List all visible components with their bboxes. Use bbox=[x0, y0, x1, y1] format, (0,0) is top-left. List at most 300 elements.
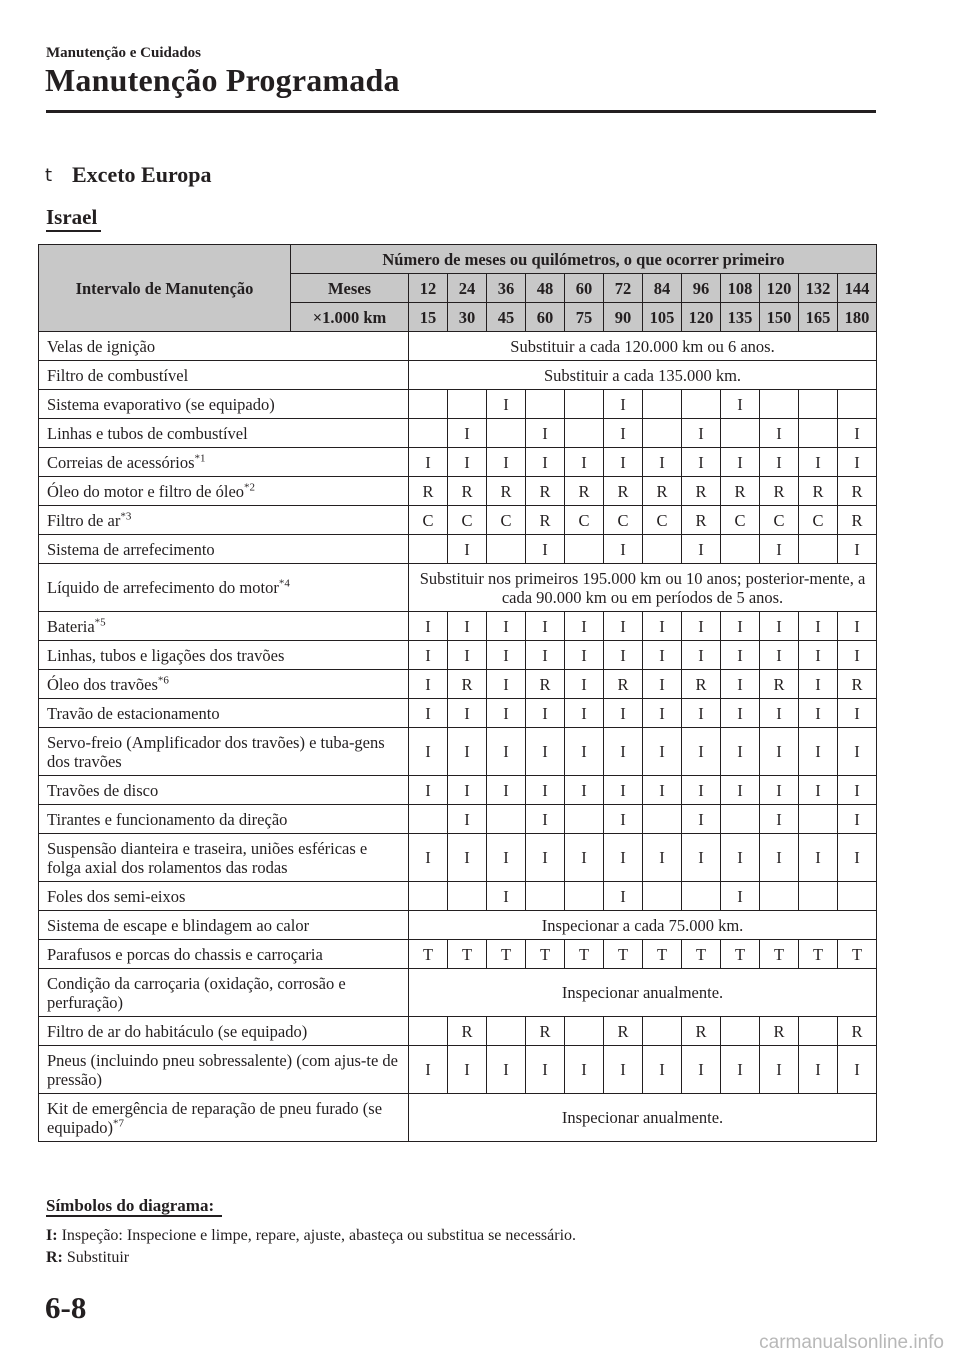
schedule-cell: I bbox=[760, 728, 799, 776]
schedule-cell: I bbox=[448, 776, 487, 805]
schedule-cell bbox=[643, 805, 682, 834]
footnote-mark: *2 bbox=[244, 481, 256, 493]
schedule-cell: I bbox=[760, 1046, 799, 1094]
schedule-cell: R bbox=[682, 477, 721, 506]
schedule-cell bbox=[409, 1017, 448, 1046]
schedule-cell: C bbox=[487, 506, 526, 535]
table-row bbox=[39, 535, 877, 564]
km-label: ×1.000 km bbox=[291, 303, 409, 332]
footnote-mark: *7 bbox=[112, 1117, 124, 1129]
schedule-cell: R bbox=[565, 477, 604, 506]
legend-key: R: bbox=[46, 1249, 63, 1266]
schedule-cell: I bbox=[526, 1046, 565, 1094]
schedule-cell: R bbox=[448, 477, 487, 506]
schedule-cell: R bbox=[682, 1017, 721, 1046]
schedule-cell bbox=[526, 390, 565, 419]
km-header: 75 bbox=[565, 303, 604, 332]
item-label: Linhas, tubos e ligações dos travões bbox=[47, 645, 285, 665]
row-item-name bbox=[39, 612, 409, 641]
schedule-cell: T bbox=[760, 940, 799, 969]
schedule-cell: I bbox=[448, 728, 487, 776]
row-item-name bbox=[39, 564, 409, 612]
schedule-cell: I bbox=[409, 776, 448, 805]
schedule-cell: R bbox=[643, 477, 682, 506]
table-body bbox=[39, 332, 877, 1142]
schedule-cell: I bbox=[604, 448, 643, 477]
item-label: Foles dos semi-eixos bbox=[47, 886, 186, 906]
schedule-cell: I bbox=[721, 834, 760, 882]
schedule-cell: I bbox=[487, 641, 526, 670]
schedule-cell: I bbox=[799, 699, 838, 728]
group-header: Número de meses ou quilómetros, o que ocorrer primeiro bbox=[291, 245, 877, 274]
schedule-cell bbox=[643, 1017, 682, 1046]
table-row bbox=[39, 419, 877, 448]
km-header: 165 bbox=[799, 303, 838, 332]
schedule-cell: T bbox=[604, 940, 643, 969]
title-rule bbox=[46, 110, 876, 113]
month-header: 24 bbox=[448, 274, 487, 303]
month-header: 12 bbox=[409, 274, 448, 303]
schedule-cell: C bbox=[643, 506, 682, 535]
schedule-cell: I bbox=[448, 805, 487, 834]
row-item-name bbox=[39, 699, 409, 728]
schedule-cell: C bbox=[760, 506, 799, 535]
schedule-cell: I bbox=[643, 612, 682, 641]
table-row bbox=[39, 332, 877, 361]
schedule-cell: T bbox=[487, 940, 526, 969]
schedule-cell bbox=[799, 390, 838, 419]
month-header: 96 bbox=[682, 274, 721, 303]
schedule-cell: I bbox=[799, 776, 838, 805]
row-item-name bbox=[39, 776, 409, 805]
table-row bbox=[39, 969, 877, 1017]
table-row bbox=[39, 448, 877, 477]
bullet-icon: t bbox=[45, 165, 53, 186]
schedule-cell: I bbox=[526, 612, 565, 641]
schedule-cell: R bbox=[526, 477, 565, 506]
schedule-cell: R bbox=[682, 670, 721, 699]
km-header: 180 bbox=[838, 303, 877, 332]
schedule-cell: I bbox=[409, 834, 448, 882]
schedule-cell: I bbox=[721, 641, 760, 670]
row-instruction: Substituir nos primeiros 195.000 km ou 10 anos; posterior-mente, a cada 90.000 km ou em períodos de 5 anos. bbox=[409, 564, 877, 612]
schedule-cell: I bbox=[565, 670, 604, 699]
schedule-cell: I bbox=[487, 882, 526, 911]
table-header bbox=[39, 245, 877, 332]
legend-underline bbox=[46, 1215, 222, 1217]
schedule-cell: I bbox=[565, 448, 604, 477]
schedule-cell: I bbox=[643, 641, 682, 670]
item-label: Filtro de combustível bbox=[47, 365, 189, 385]
schedule-cell bbox=[487, 419, 526, 448]
row-item-name bbox=[39, 1094, 409, 1142]
schedule-cell bbox=[799, 1017, 838, 1046]
schedule-cell bbox=[721, 535, 760, 564]
schedule-cell: C bbox=[448, 506, 487, 535]
schedule-cell: I bbox=[760, 834, 799, 882]
table-row bbox=[39, 834, 877, 882]
schedule-cell: I bbox=[526, 535, 565, 564]
row-item-name bbox=[39, 911, 409, 940]
legend-text: Inspeção: Inspecione e limpe, repare, ajuste, abasteça ou substitua se necessário. bbox=[57, 1227, 577, 1244]
region-heading: Israel bbox=[46, 205, 98, 229]
legend-item-inspect bbox=[46, 1227, 576, 1245]
schedule-cell: I bbox=[721, 728, 760, 776]
schedule-cell: I bbox=[409, 641, 448, 670]
schedule-cell bbox=[565, 419, 604, 448]
maintenance-schedule-table bbox=[38, 244, 877, 1142]
item-label: Líquido de arrefecimento do motor bbox=[47, 578, 279, 597]
schedule-cell: I bbox=[682, 728, 721, 776]
schedule-cell: I bbox=[643, 776, 682, 805]
row-item-name bbox=[39, 477, 409, 506]
schedule-cell: I bbox=[682, 535, 721, 564]
schedule-cell: I bbox=[760, 699, 799, 728]
schedule-cell: I bbox=[799, 612, 838, 641]
item-label: Parafusos e porcas do chassis e carroçaria bbox=[47, 944, 323, 964]
row-item-name bbox=[39, 506, 409, 535]
schedule-cell: I bbox=[526, 699, 565, 728]
item-label: Travão de estacionamento bbox=[47, 703, 220, 723]
item-label: Travões de disco bbox=[47, 780, 159, 800]
item-label: Sistema de escape e blindagem ao calor bbox=[47, 915, 310, 935]
table-row bbox=[39, 699, 877, 728]
schedule-cell: I bbox=[448, 535, 487, 564]
schedule-cell: I bbox=[604, 834, 643, 882]
schedule-cell: I bbox=[838, 535, 877, 564]
row-item-name bbox=[39, 332, 409, 361]
row-item-name bbox=[39, 670, 409, 699]
schedule-cell: R bbox=[526, 506, 565, 535]
schedule-cell: R bbox=[526, 1017, 565, 1046]
schedule-cell: I bbox=[682, 1046, 721, 1094]
table-row bbox=[39, 1094, 877, 1142]
schedule-cell: I bbox=[487, 776, 526, 805]
schedule-cell bbox=[565, 805, 604, 834]
table-row bbox=[39, 940, 877, 969]
schedule-cell bbox=[448, 390, 487, 419]
table-row bbox=[39, 564, 877, 612]
km-header: 15 bbox=[409, 303, 448, 332]
schedule-cell: T bbox=[448, 940, 487, 969]
schedule-cell: I bbox=[721, 670, 760, 699]
schedule-cell: R bbox=[838, 506, 877, 535]
schedule-cell: R bbox=[604, 670, 643, 699]
schedule-cell: I bbox=[526, 834, 565, 882]
schedule-cell: R bbox=[448, 670, 487, 699]
row-item-name bbox=[39, 728, 409, 776]
schedule-cell: R bbox=[838, 477, 877, 506]
schedule-cell bbox=[526, 882, 565, 911]
subsection-title: Exceto Europa bbox=[72, 162, 212, 187]
row-instruction: Inspecionar a cada 75.000 km. bbox=[409, 911, 877, 940]
schedule-cell: I bbox=[682, 641, 721, 670]
schedule-cell: R bbox=[682, 506, 721, 535]
schedule-cell: I bbox=[604, 535, 643, 564]
schedule-cell: I bbox=[448, 1046, 487, 1094]
schedule-cell: I bbox=[604, 641, 643, 670]
schedule-cell: C bbox=[721, 506, 760, 535]
schedule-cell bbox=[409, 805, 448, 834]
month-header: 60 bbox=[565, 274, 604, 303]
km-header: 45 bbox=[487, 303, 526, 332]
table-row bbox=[39, 882, 877, 911]
month-header: 48 bbox=[526, 274, 565, 303]
schedule-cell bbox=[838, 882, 877, 911]
schedule-cell: R bbox=[838, 1017, 877, 1046]
table-row bbox=[39, 390, 877, 419]
schedule-cell: I bbox=[565, 776, 604, 805]
month-header: 132 bbox=[799, 274, 838, 303]
schedule-cell: I bbox=[487, 390, 526, 419]
footnote-mark: *1 bbox=[194, 452, 206, 464]
schedule-cell: T bbox=[682, 940, 721, 969]
item-label: Sistema de arrefecimento bbox=[47, 539, 215, 559]
item-label: Suspensão dianteira e traseira, uniões esféricas e folga axial dos rolamentos das rodas bbox=[47, 838, 368, 877]
schedule-cell: I bbox=[565, 699, 604, 728]
month-header: 120 bbox=[760, 274, 799, 303]
schedule-cell: I bbox=[643, 1046, 682, 1094]
schedule-cell: I bbox=[604, 776, 643, 805]
row-item-name bbox=[39, 361, 409, 390]
schedule-cell: I bbox=[682, 448, 721, 477]
schedule-cell: I bbox=[487, 699, 526, 728]
schedule-cell: I bbox=[604, 728, 643, 776]
schedule-cell bbox=[721, 419, 760, 448]
schedule-cell: C bbox=[604, 506, 643, 535]
schedule-cell: I bbox=[565, 1046, 604, 1094]
item-label: Pneus (incluindo pneu sobressalente) (com ajus-te de pressão) bbox=[47, 1050, 398, 1089]
schedule-cell: I bbox=[604, 390, 643, 419]
schedule-cell: T bbox=[643, 940, 682, 969]
km-header: 105 bbox=[643, 303, 682, 332]
schedule-cell: C bbox=[799, 506, 838, 535]
schedule-cell bbox=[565, 882, 604, 911]
schedule-cell: I bbox=[448, 699, 487, 728]
km-header: 135 bbox=[721, 303, 760, 332]
month-header: 84 bbox=[643, 274, 682, 303]
schedule-cell: I bbox=[409, 448, 448, 477]
schedule-cell bbox=[409, 882, 448, 911]
item-label: Servo-freio (Amplificador dos travões) e tuba-gens dos travões bbox=[47, 732, 385, 771]
schedule-cell: I bbox=[682, 612, 721, 641]
schedule-cell: I bbox=[838, 1046, 877, 1094]
schedule-cell: I bbox=[526, 728, 565, 776]
section-label: Manutenção e Cuidados bbox=[46, 45, 202, 61]
schedule-cell: I bbox=[838, 641, 877, 670]
schedule-cell: I bbox=[487, 1046, 526, 1094]
schedule-cell: I bbox=[721, 1046, 760, 1094]
table-row bbox=[39, 641, 877, 670]
row-item-name bbox=[39, 1017, 409, 1046]
schedule-cell: R bbox=[760, 670, 799, 699]
schedule-cell: I bbox=[526, 805, 565, 834]
schedule-cell bbox=[799, 882, 838, 911]
schedule-cell: I bbox=[526, 776, 565, 805]
row-item-name bbox=[39, 940, 409, 969]
schedule-cell bbox=[448, 882, 487, 911]
interval-header: Intervalo de Manutenção bbox=[39, 245, 291, 332]
schedule-cell: I bbox=[799, 728, 838, 776]
schedule-cell: I bbox=[799, 641, 838, 670]
schedule-cell: I bbox=[448, 419, 487, 448]
footnote-mark: *6 bbox=[157, 674, 169, 686]
schedule-cell: I bbox=[721, 390, 760, 419]
schedule-cell: I bbox=[565, 641, 604, 670]
schedule-cell: I bbox=[838, 728, 877, 776]
schedule-cell: I bbox=[799, 448, 838, 477]
schedule-cell bbox=[838, 390, 877, 419]
footnote-mark: *3 bbox=[120, 510, 132, 522]
schedule-cell: R bbox=[721, 477, 760, 506]
row-item-name bbox=[39, 882, 409, 911]
row-item-name bbox=[39, 805, 409, 834]
schedule-cell bbox=[682, 882, 721, 911]
schedule-cell bbox=[487, 1017, 526, 1046]
schedule-cell: I bbox=[838, 419, 877, 448]
schedule-cell bbox=[760, 882, 799, 911]
schedule-cell: I bbox=[682, 805, 721, 834]
row-item-name bbox=[39, 419, 409, 448]
table-row bbox=[39, 805, 877, 834]
schedule-cell: R bbox=[604, 477, 643, 506]
schedule-cell: I bbox=[409, 1046, 448, 1094]
schedule-cell: I bbox=[448, 612, 487, 641]
schedule-cell: I bbox=[682, 834, 721, 882]
schedule-cell bbox=[643, 882, 682, 911]
schedule-cell: I bbox=[643, 448, 682, 477]
schedule-cell: I bbox=[682, 776, 721, 805]
legend-title: Símbolos do diagrama: bbox=[46, 1196, 215, 1215]
schedule-cell: R bbox=[526, 670, 565, 699]
schedule-cell: R bbox=[838, 670, 877, 699]
schedule-cell: R bbox=[604, 1017, 643, 1046]
schedule-cell: I bbox=[760, 641, 799, 670]
item-label: Condição da carroçaria (oxidação, corrosão e perfuração) bbox=[47, 973, 346, 1012]
km-header: 150 bbox=[760, 303, 799, 332]
row-item-name bbox=[39, 969, 409, 1017]
schedule-cell: I bbox=[409, 699, 448, 728]
item-label: Correias de acessórios bbox=[47, 452, 195, 472]
row-instruction: Inspecionar anualmente. bbox=[409, 1094, 877, 1142]
table-row bbox=[39, 1017, 877, 1046]
item-label: Óleo dos travões bbox=[47, 674, 158, 694]
footnote-mark: *5 bbox=[94, 616, 106, 628]
item-label: Filtro de ar do habitáculo (se equipado) bbox=[47, 1021, 308, 1041]
legend-text: Substituir bbox=[62, 1249, 130, 1266]
schedule-cell: I bbox=[487, 612, 526, 641]
watermark: carmanualsonline.info bbox=[759, 1332, 944, 1353]
schedule-cell bbox=[565, 1017, 604, 1046]
row-item-name bbox=[39, 834, 409, 882]
table-row bbox=[39, 911, 877, 940]
schedule-cell: I bbox=[448, 641, 487, 670]
page-number: 6-8 bbox=[45, 1290, 87, 1325]
schedule-cell: I bbox=[526, 419, 565, 448]
schedule-cell: R bbox=[760, 1017, 799, 1046]
schedule-cell: I bbox=[838, 805, 877, 834]
schedule-cell bbox=[643, 535, 682, 564]
schedule-cell bbox=[799, 805, 838, 834]
schedule-cell: T bbox=[799, 940, 838, 969]
month-header: 108 bbox=[721, 274, 760, 303]
schedule-cell bbox=[721, 805, 760, 834]
month-header: 72 bbox=[604, 274, 643, 303]
schedule-cell: R bbox=[409, 477, 448, 506]
schedule-cell: I bbox=[682, 699, 721, 728]
schedule-cell: I bbox=[409, 728, 448, 776]
schedule-cell: I bbox=[838, 776, 877, 805]
item-label: Bateria bbox=[47, 616, 95, 636]
region-underline bbox=[46, 230, 101, 232]
schedule-cell: I bbox=[448, 834, 487, 882]
schedule-cell bbox=[409, 390, 448, 419]
row-instruction: Substituir a cada 120.000 km ou 6 anos. bbox=[409, 332, 877, 361]
schedule-cell: I bbox=[760, 776, 799, 805]
km-header: 30 bbox=[448, 303, 487, 332]
schedule-cell bbox=[721, 1017, 760, 1046]
item-label: Tirantes e funcionamento da direção bbox=[47, 809, 288, 829]
item-label: Óleo do motor e filtro de óleo bbox=[47, 481, 245, 501]
table-row bbox=[39, 728, 877, 776]
schedule-cell: I bbox=[487, 728, 526, 776]
schedule-cell bbox=[565, 390, 604, 419]
row-instruction: Inspecionar anualmente. bbox=[409, 969, 877, 1017]
km-header: 60 bbox=[526, 303, 565, 332]
schedule-cell: I bbox=[721, 776, 760, 805]
km-header: 120 bbox=[682, 303, 721, 332]
schedule-cell: T bbox=[409, 940, 448, 969]
schedule-cell bbox=[760, 390, 799, 419]
table-row bbox=[39, 776, 877, 805]
schedule-cell: I bbox=[604, 699, 643, 728]
schedule-cell: I bbox=[721, 448, 760, 477]
schedule-cell: I bbox=[643, 699, 682, 728]
page-title: Manutenção Programada bbox=[45, 62, 400, 98]
schedule-cell: I bbox=[409, 670, 448, 699]
row-item-name bbox=[39, 390, 409, 419]
schedule-cell: R bbox=[799, 477, 838, 506]
row-item-name bbox=[39, 1046, 409, 1094]
schedule-cell: I bbox=[526, 448, 565, 477]
schedule-cell: I bbox=[682, 419, 721, 448]
schedule-cell: I bbox=[760, 612, 799, 641]
row-item-name bbox=[39, 535, 409, 564]
schedule-cell: C bbox=[409, 506, 448, 535]
schedule-cell: I bbox=[643, 728, 682, 776]
schedule-cell: T bbox=[838, 940, 877, 969]
item-label: Kit de emergência de reparação de pneu furado (se equipado) bbox=[47, 1098, 383, 1137]
schedule-cell bbox=[682, 390, 721, 419]
schedule-cell: R bbox=[487, 477, 526, 506]
row-instruction: Substituir a cada 135.000 km. bbox=[409, 361, 877, 390]
schedule-cell: I bbox=[565, 612, 604, 641]
schedule-cell: I bbox=[760, 535, 799, 564]
schedule-cell: R bbox=[760, 477, 799, 506]
row-item-name bbox=[39, 448, 409, 477]
schedule-cell: I bbox=[838, 834, 877, 882]
schedule-cell: T bbox=[526, 940, 565, 969]
schedule-cell: I bbox=[721, 882, 760, 911]
schedule-cell: I bbox=[409, 612, 448, 641]
schedule-cell: I bbox=[487, 448, 526, 477]
table-row bbox=[39, 361, 877, 390]
schedule-cell: C bbox=[565, 506, 604, 535]
schedule-cell: R bbox=[448, 1017, 487, 1046]
schedule-cell bbox=[799, 535, 838, 564]
schedule-cell: I bbox=[799, 1046, 838, 1094]
schedule-cell: I bbox=[565, 834, 604, 882]
